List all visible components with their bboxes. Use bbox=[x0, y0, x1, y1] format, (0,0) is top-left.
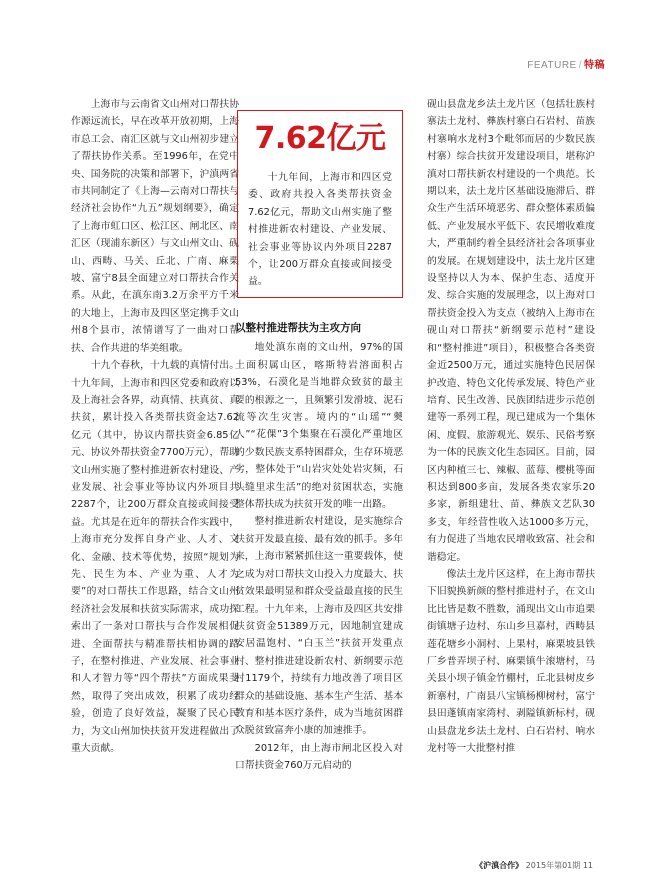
section-subheading: 以整村推进帮扶为主攻方向 bbox=[235, 322, 361, 334]
footer-page-number: 11 bbox=[582, 861, 593, 870]
column-left bbox=[71, 96, 239, 757]
paragraph: 整村推进新农村建设，是实施综合扶贫开发最直接、最有效的抓手。多年来，上海市紧紧抓住这一重要载体，使之成为对口帮扶文山投入力度最大、扶贫效果最明显和群众受益最直接的民生工程。十九年来，上海市及四区共安排扶贫资金51389万元，因地制宜建成安居温饱村、“白玉兰”扶贫开发重点村、整村推进建设新农村、新纲要示范村1179个，持续有力地改善了项目区群众的基础设施、基本生产生活、基本教育和基本医疗条件，成为当地贫困群众脱贫致富奔小康的加速推手。 bbox=[235, 516, 403, 737]
column-middle bbox=[235, 320, 403, 775]
callout-box bbox=[237, 110, 403, 298]
paragraph: 地处滇东南的文山州，97%的国土面积属山区，喀斯特岩溶面积占53%，石漠化是当地群众致贫的最主要的根源之一，且频繁引发滑坡、泥石流等次生灾害。境内的“山瑶”“僰人”“花倮”3个集聚在石漠化严重地区的少数民族支系特困群众，生存环境恶劣，整体处于“山岩灾处处岩灾频，石头缝里求生活”的绝对贫困状态，实施整体帮扶成为扶贫开发的唯一出路。 bbox=[235, 342, 403, 511]
column-right bbox=[427, 96, 595, 757]
paragraph: 上海市与云南省文山州对口帮扶协作源远流长，早在改革开放初期，上海市总工会、南汇区就与文山州初步建立了帮扶协作关系。至1996年，在党中央、国务院的决策和部署下，沪滇两省市共同制定了《上海—云南对口帮扶与经济社会协作“九五”规划纲要》，确定了上海市虹口区、松江区、闸北区、南汇区（现浦东新区）与文山州文山、砚山、西畴、马关、丘北、广南、麻栗坡、富宁8县全面建立对口帮扶合作关系。从此，在滇东南3.2万余平方千米的大地上，上海市及四区坚定携手文山州8个县市，浓情谱写了一曲对口帮扶、合作共进的华美组歌。 bbox=[71, 99, 239, 354]
page-footer bbox=[475, 860, 593, 871]
header-section: 特稿 bbox=[584, 60, 605, 71]
header-feature: FEATURE bbox=[527, 60, 577, 71]
paragraph: 十九个春秋，十九载的真情付出。十九年间，上海市和四区党委和政府以及上海社会各界，动真情、扶真贫、真扶贫，累计投入各类帮扶资金达7.62亿元（其中，协议内帮扶资金6.85亿元、协议外帮扶资金7700万元），帮助文山州实施了整村推进新农村建设、产业发展、社会事业等协议内外项目共2287个，让200万群众直接或间接受益。尤其是在近年的帮扶合作实践中，上海市充分发挥自身产业、人才、文化、金融、技术等优势，按照“规划为先、民生为本、产业为重、人才为要”的对口帮扶工作思路，结合文山州经济社会发展和扶贫实际需求，成功探索出了一条对口帮扶与合作发展相促进、全面帮扶与精准帮扶相协调的路子，在整村推进、产业发展、社会事业和人才智力等“四个帮扶”方面成果斐然，取得了突出成效，积累了成功经验，创造了良好效益，凝聚了民心民力，为文山州加快扶贫开发进程做出了重大贡献。 bbox=[71, 360, 239, 755]
callout-text: 十九年间，上海市和四区党委、政府共投入各类帮扶资金7.62亿元，帮助文山州实施了整村推进新农村建设、产业发展、社会事业等协议内外项目2287个，让200万群众直接或间接受益。 bbox=[248, 172, 392, 288]
paragraph: 砚山县盘龙乡法土龙片区（包括壮族村寨法土龙村、彝族村寨白石岩村、苗族村寨响水龙村3个毗邻而居的少数民族村寨）综合扶贫开发建设项目，堪称沪滇对口帮扶新农村建设的一个典范。长期以来，法土龙片区基础设施滞后、群众生产生活环境恶劣、群众整体素质偏低、产业发展水平低下、农民增收难度大，严重制约着全县经济社会各项事业的发展。在规划建设中，法土龙片区建设坚持以人为本、保护生态、适度开发、综合实施的发展理念，以上海对口帮扶资金投入为支点（被纳入上海市在砚山对口帮扶“新纲要示范村”建设和“整村推进”项目），积极整合各类资金近2500万元，通过实施特色民居保护改造、特色文化传承发展、特色产业培育、民生改善、民族团结进步示范创建等一系列工程，现已建成为一个集休闲、度假、旅游观光、娱乐、民俗考察为一体的民族文化生态园区。目前，园区内种植三七、辣椒、蓝莓、樱桃等面积达到800多亩，发展各类农家乐20多家，新组建壮、苗、彝族文艺队30多支，年经营性收入达1000多万元，有力促进了当地农民增收致富、社会和谐稳定。 bbox=[427, 99, 595, 563]
header-separator: / bbox=[578, 60, 582, 71]
paragraph: 2012年，由上海市闸北区投入对口帮扶资金760万元启动的 bbox=[235, 742, 403, 772]
footer-magazine: 《沪滇合作》 bbox=[475, 861, 524, 870]
page-header bbox=[527, 56, 605, 71]
footer-issue: 2015年第01期 bbox=[525, 861, 581, 870]
paragraph: 像法土龙片区这样，在上海市帮扶下旧貌换新颜的整村推进村子，在文山比比皆是数不胜数，涌现出文山市追栗街镇塘子边村、东山乡旦嘉村，西畴县莲花塘乡小洞村、上果村，麻栗坡县铁厂乡普弄坝子村、麻栗镇牛滚塘村，马关县小坝子镇金竹棚村，丘北县树皮乡新寨村，广南县八宝镇杨柳树村，富宁县田蓬镇南家湾村、剥隘镇新标村，砚山县盘龙乡法土龙村、白石岩村、响水龙村等一大批整村推 bbox=[427, 568, 595, 755]
callout-figure: 7.62亿元 bbox=[254, 121, 386, 156]
